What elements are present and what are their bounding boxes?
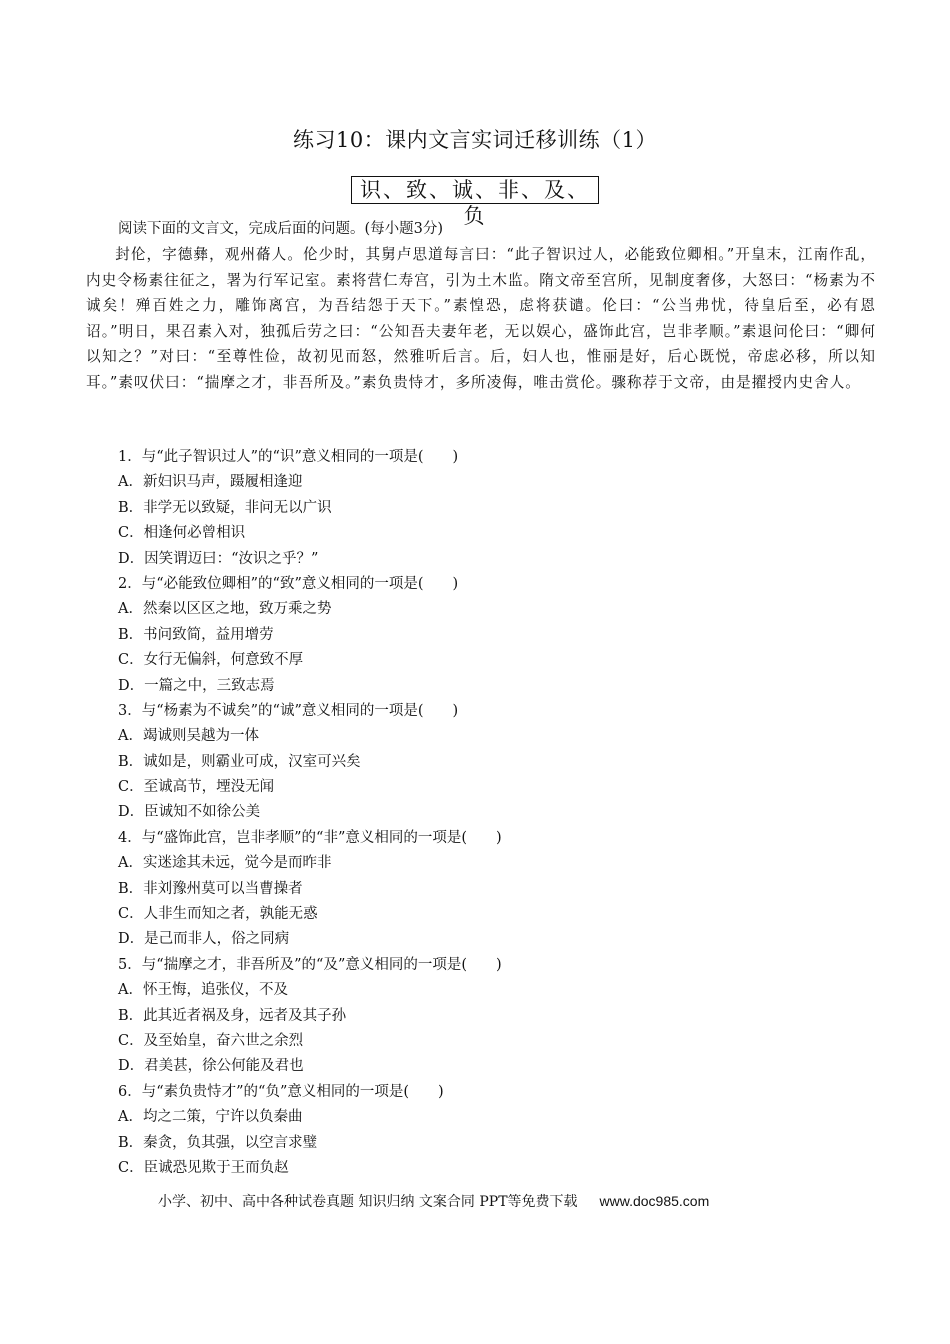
- option-d: D．臣诚知不如徐公美: [118, 804, 261, 821]
- option-c: C．女行无偏斜，何意致不厚: [118, 652, 304, 669]
- option-b: B．诚如是，则霸业可成，汉室可兴矣: [118, 753, 361, 770]
- question-list: [118, 445, 818, 1181]
- option-a: A．然秦以区区之地，致万乘之势: [118, 601, 332, 618]
- option-a: A．怀王悔，追张仪，不及: [118, 982, 288, 999]
- option-b: B．非刘豫州莫可以当曹操者: [118, 880, 303, 897]
- footer-url[interactable]: www.doc985.com: [599, 1193, 710, 1209]
- footer-text: 小学、初中、高中各种试卷真题 知识归纳 文案合同 PPT等免费下载: [158, 1194, 578, 1210]
- option-a: A．实迷途其未远，觉今是而昨非: [118, 855, 332, 872]
- option-c: C．臣诚恐见欺于王而负赵: [118, 1159, 289, 1176]
- option-a: A．竭诚则吴越为一体: [118, 728, 259, 745]
- option-b: B．书问致简，益用增劳: [118, 626, 274, 643]
- page-footer: [158, 1191, 709, 1211]
- instruction-text: 阅读下面的文言文，完成后面的问题。(每小题3分): [118, 221, 444, 237]
- question-stem: 4．与“盛饰此宫，岂非孝顺”的“非”意义相同的一项是( ): [118, 829, 502, 846]
- option-d: D．一篇之中，三致志焉: [118, 677, 275, 694]
- question-stem: 3．与“杨素为不诚矣”的“诚”意义相同的一项是( ): [118, 702, 459, 719]
- option-c: C．及至始皇，奋六世之余烈: [118, 1032, 304, 1049]
- classical-passage: [86, 242, 876, 396]
- option-d: D．因笑谓迈曰：“汝识之乎？”: [118, 550, 319, 567]
- question-stem: 6．与“素负贵恃才”的“负”意义相同的一项是( ): [118, 1083, 444, 1100]
- option-a: A．新妇识马声，蹑履相逢迎: [118, 474, 303, 491]
- option-c: C．至诚高节，堙没无闻: [118, 779, 275, 796]
- option-b: B．秦贪，负其强，以空言求璧: [118, 1134, 318, 1151]
- option-d: D．是己而非人，俗之同病: [118, 931, 290, 948]
- question-stem: 2．与“必能致位卿相”的“致”意义相同的一项是( ): [118, 575, 459, 592]
- option-d: D．君美甚，徐公何能及君也: [118, 1058, 304, 1075]
- option-c: C．相逢何必曾相识: [118, 525, 246, 542]
- option-a: A．均之二策，宁许以负秦曲: [118, 1109, 303, 1126]
- option-c: C．人非生而知之者，孰能无惑: [118, 906, 318, 923]
- page-title: 练习10：课内文言实词迁移训练（1）: [292, 128, 658, 152]
- question-stem: 5．与“揣摩之才，非吾所及”的“及”意义相同的一项是( ): [118, 956, 502, 973]
- option-b: B．此其近者祸及身，远者及其子孙: [118, 1007, 347, 1024]
- question-stem: 1．与“此子智识过人”的“识”意义相同的一项是( ): [118, 449, 459, 465]
- option-b: B．非学无以致疑，非问无以广识: [118, 499, 332, 516]
- passage-paragraph: 封伦，字德彝，观州蓨人。伦少时，其舅卢思道每言曰：“此子智识过人，必能致位卿相。”开皇末，江南作乱，内史令杨素往征之，署为行军记室。素将营仁寿宫，引为土木监。隋文帝至宫所，见制度奢侈，大怒曰：“杨素为不诚矣！殚百姓之力，雕饰离宫，为吾结怨于天下。”素惶恐，虑将获谴。伦曰：“公当弗忧，待皇后至，必有恩诏。”明日，果召素入对，独孤后劳之曰：“公知吾夫妻年老，无以娱心，盛饰此宫，岂非孝顺。”素退问伦曰：“卿何以知之？”对曰：“至尊性俭，故初见而怒，然雅听后言。后，妇人也，惟丽是好，后心既悦，帝虑必移，所以知耳。”素叹伏曰：“揣摩之才，非吾所及。”素负贵恃才，多所凌侮，唯击赏伦。骤称荐于文帝，由是擢授内史舍人。: [86, 246, 876, 391]
- topic-box: 识、致、诚、非、及、负: [351, 176, 599, 204]
